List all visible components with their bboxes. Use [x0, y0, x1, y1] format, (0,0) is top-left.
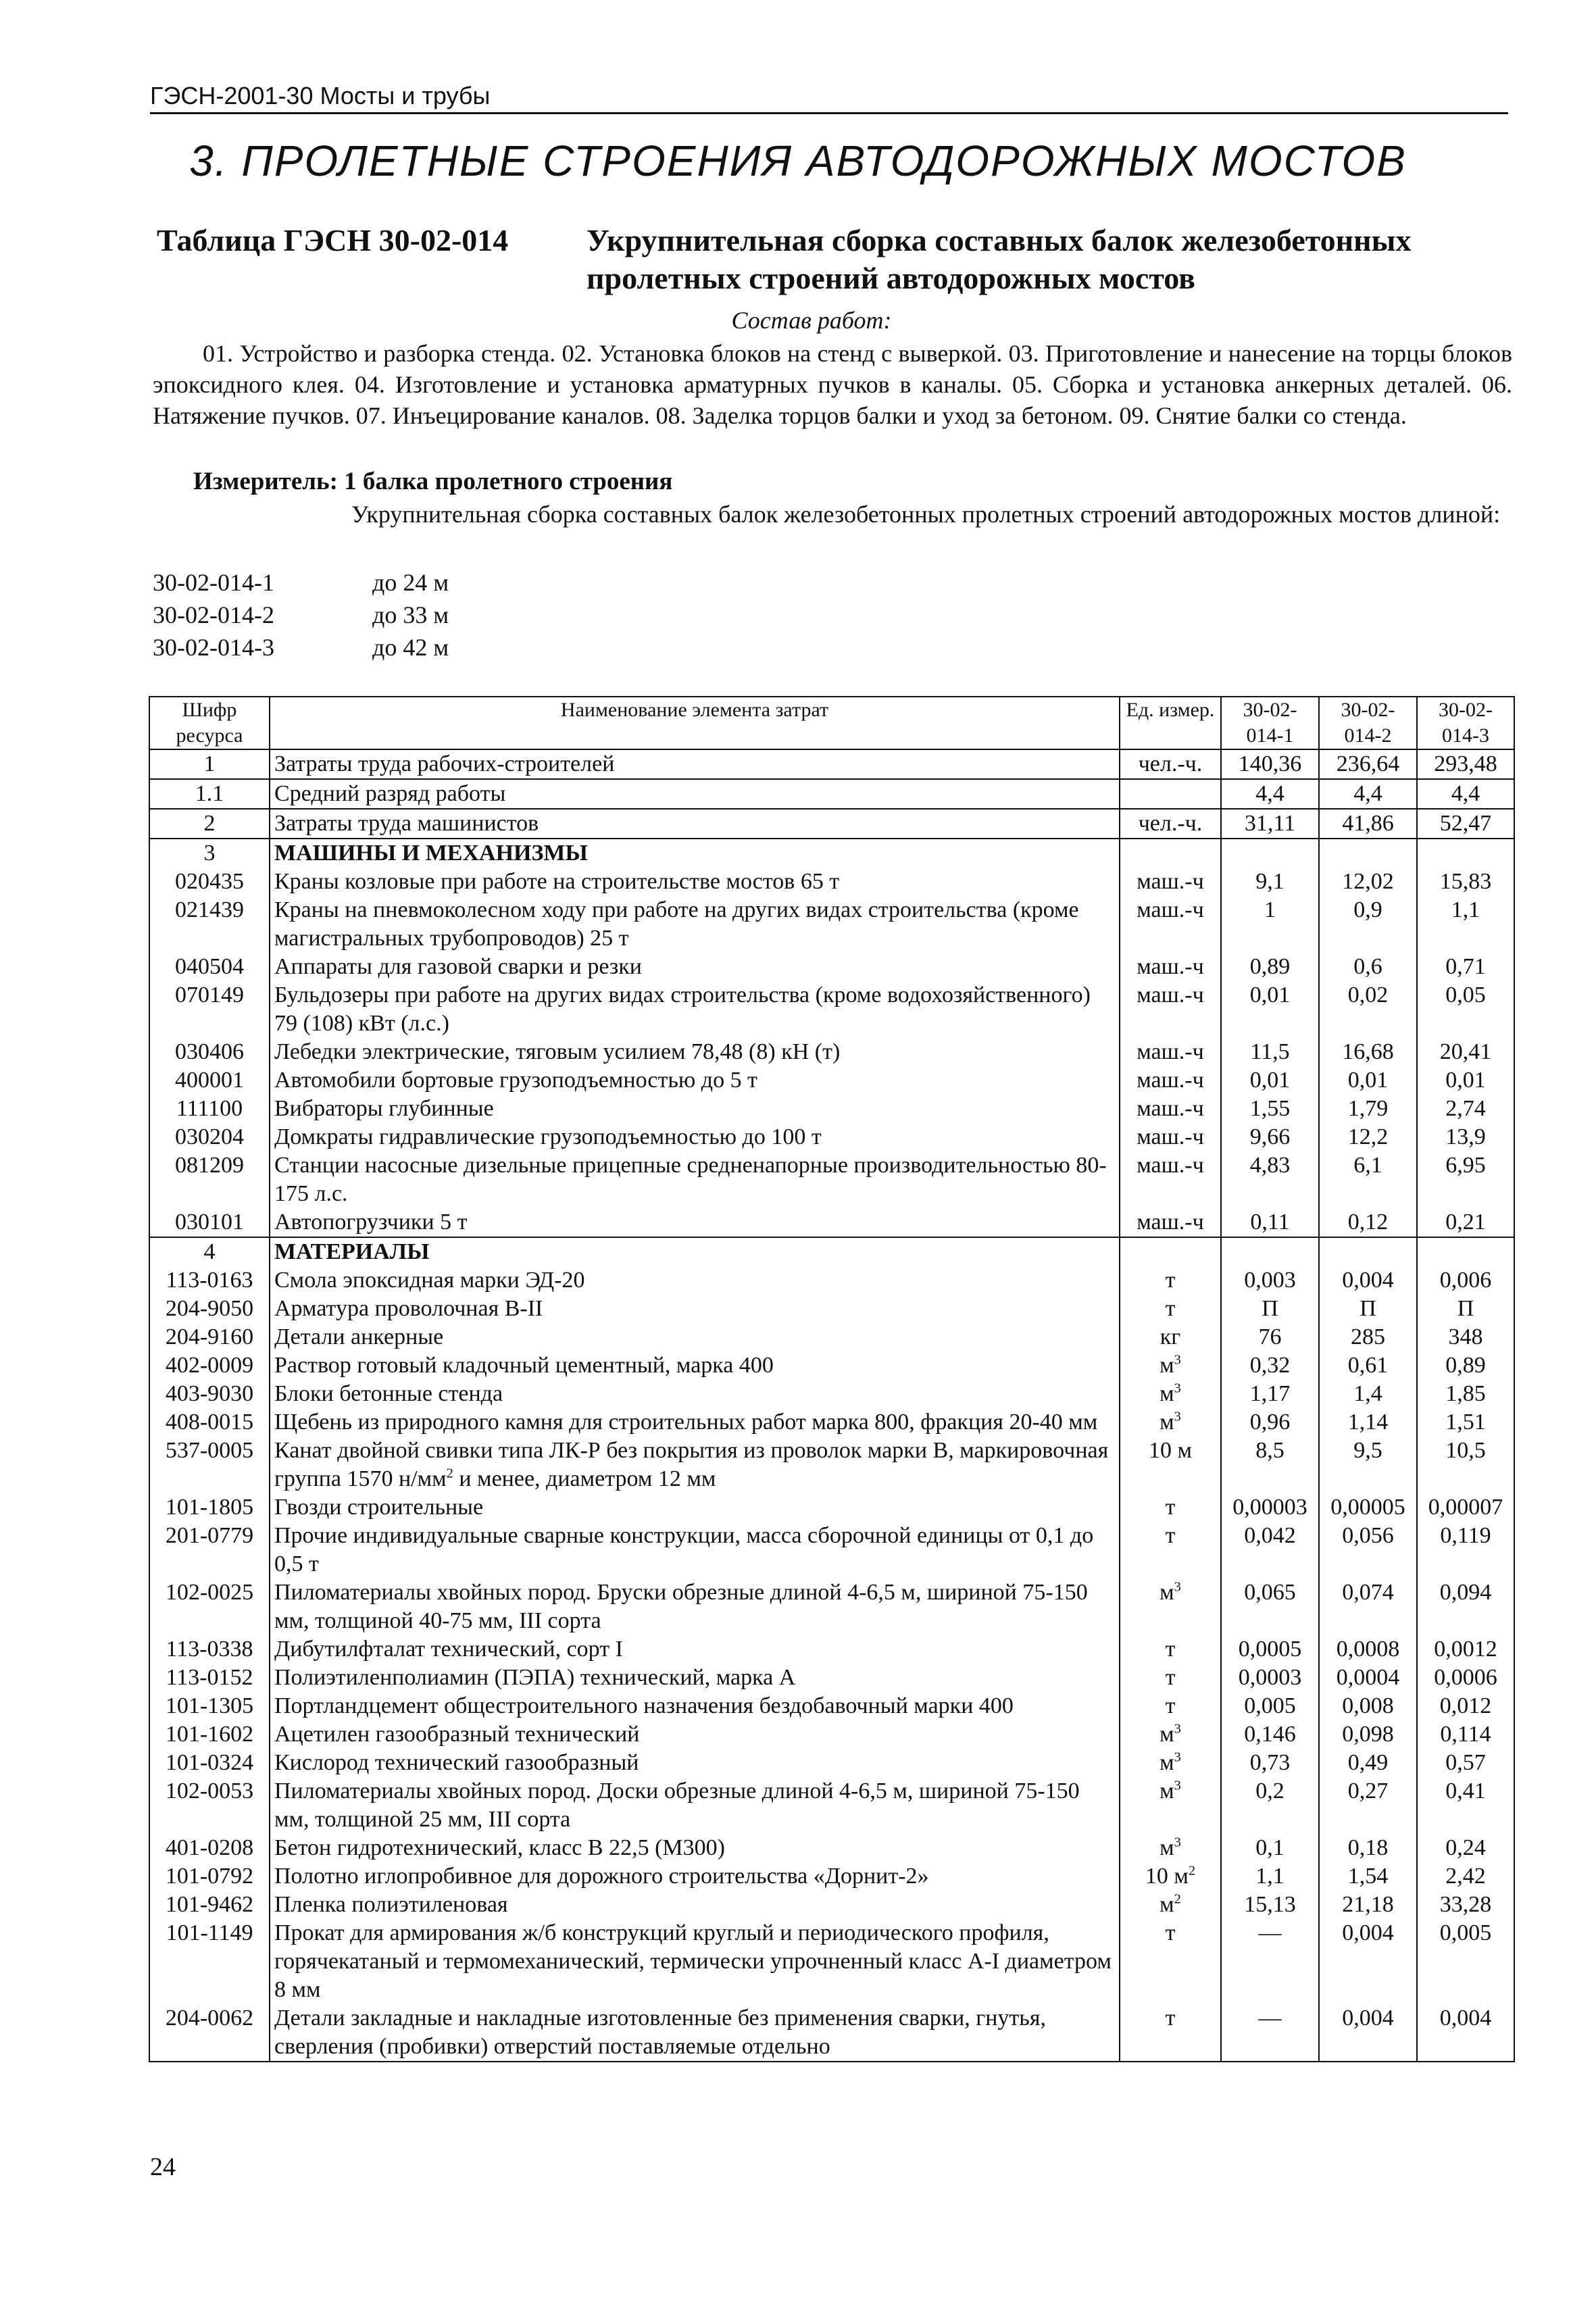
resource-table-container: [149, 696, 1514, 2062]
cell-norm-3: 0,41: [1417, 1777, 1514, 1834]
cell-norm-3: 0,114: [1417, 1720, 1514, 1749]
cell-norm-2: 12,02: [1319, 868, 1417, 896]
table-caption: Укрупнительная сборка составных балок железобетонных пролетных строений автодорожных мостов: [587, 223, 1412, 295]
cell-unit: $м^3$: [1120, 1720, 1221, 1749]
cell-name: Портландцемент общестроительного назначения бездобавочный марки 400: [270, 1692, 1120, 1720]
cell-norm-3: 1,85: [1417, 1380, 1514, 1408]
norm-code: 30-02-014-2: [153, 601, 274, 628]
cell-name: МАТЕРИАЛЫ: [270, 1237, 1120, 1266]
table-row: [149, 953, 1514, 981]
cell-name: Смола эпоксидная марки ЭД-20: [270, 1266, 1120, 1295]
cell-name: Детали анкерные: [270, 1323, 1120, 1351]
table-body: [149, 749, 1514, 2062]
table-row: [149, 981, 1514, 1038]
table-row: [149, 1095, 1514, 1123]
cell-unit: $м^3$: [1120, 1749, 1221, 1777]
cell-code: 030101: [149, 1208, 270, 1237]
cell-unit: кг: [1120, 1323, 1221, 1351]
norm-code-row: [153, 631, 449, 664]
cell-norm-3: 15,83: [1417, 868, 1514, 896]
cell-norm-3: 0,71: [1417, 953, 1514, 981]
cell-name: Пленка полиэтиленовая: [270, 1891, 1120, 1919]
norm-code-desc: до 42 м: [372, 634, 449, 661]
cell-norm-1: 31,11: [1221, 809, 1319, 839]
cell-norm-3: 0,006: [1417, 1266, 1514, 1295]
cell-code: 111100: [149, 1095, 270, 1123]
cell-code: 040504: [149, 953, 270, 981]
table-row: [149, 1408, 1514, 1437]
table-row: [149, 1038, 1514, 1066]
cell-norm-2: 236,64: [1319, 749, 1417, 779]
table-row: [149, 1295, 1514, 1323]
header-norm-2: 30-02-014-2: [1319, 697, 1417, 749]
cell-code: 101-0324: [149, 1749, 270, 1777]
cell-unit: маш.-ч: [1120, 868, 1221, 896]
cell-norm-2: 0,00005: [1319, 1493, 1417, 1522]
measure-unit: Измеритель: 1 балка пролетного строения: [193, 468, 673, 495]
cell-code: 537-0005: [149, 1437, 270, 1493]
cell-norm-2: 1,14: [1319, 1408, 1417, 1437]
cell-code: 201-0779: [149, 1522, 270, 1578]
cell-unit: [1120, 839, 1221, 868]
cell-unit: т: [1120, 1266, 1221, 1295]
cell-norm-2: 6,1: [1319, 1151, 1417, 1208]
cell-norm-2: 0,056: [1319, 1522, 1417, 1578]
cell-norm-2: 21,18: [1319, 1891, 1417, 1919]
cell-code: 101-1149: [149, 1919, 270, 2004]
norm-code-row: [153, 599, 449, 631]
cell-norm-1: 0,005: [1221, 1692, 1319, 1720]
work-composition-heading: Состав работ:: [731, 307, 892, 334]
cell-name: Полотно иглопробивное для дорожного строительства «Дорнит-2»: [270, 1862, 1120, 1891]
cell-norm-2: 0,27: [1319, 1777, 1417, 1834]
cell-code: 2: [149, 809, 270, 839]
cell-name: Прокат для армирования ж/б конструкций круглый и периодического профиля, горячекатаный и термомеханический, термически упрочненный класс А-I диаметром 8 мм: [270, 1919, 1120, 2004]
cell-norm-3: [1417, 839, 1514, 868]
cell-norm-2: 0,61: [1319, 1351, 1417, 1380]
table-row: [149, 2004, 1514, 2062]
cell-norm-2: 41,86: [1319, 809, 1417, 839]
cell-norm-2: 0,01: [1319, 1066, 1417, 1095]
cell-code: 102-0053: [149, 1777, 270, 1834]
cell-code: 4: [149, 1237, 270, 1266]
cell-norm-3: [1417, 1237, 1514, 1266]
cell-norm-1: 1,1: [1221, 1862, 1319, 1891]
cell-norm-3: 52,47: [1417, 809, 1514, 839]
table-row: [149, 1351, 1514, 1380]
cell-name: Щебень из природного камня для строительных работ марка 800, фракция 20-40 мм: [270, 1408, 1120, 1437]
cell-norm-1: 0,042: [1221, 1522, 1319, 1578]
table-row: [149, 809, 1514, 839]
resource-table: [149, 696, 1515, 2062]
cell-norm-2: 1,79: [1319, 1095, 1417, 1123]
cell-norm-1: —: [1221, 2004, 1319, 2062]
header-norm-1: 30-02-014-1: [1221, 697, 1319, 749]
cell-code: 204-0062: [149, 2004, 270, 2062]
cell-norm-2: П: [1319, 1295, 1417, 1323]
cell-code: 021439: [149, 896, 270, 953]
cell-norm-2: 0,0004: [1319, 1664, 1417, 1692]
cell-norm-3: 0,57: [1417, 1749, 1514, 1777]
cell-unit: маш.-ч: [1120, 1038, 1221, 1066]
header-code: Шифр ресурса: [149, 697, 270, 749]
cell-unit: маш.-ч: [1120, 1151, 1221, 1208]
table-row: [149, 1578, 1514, 1635]
cell-name: Вибраторы глубинные: [270, 1095, 1120, 1123]
norm-code-desc: до 33 м: [372, 601, 449, 628]
cell-code: 113-0152: [149, 1664, 270, 1692]
cell-unit: $м^3$: [1120, 1408, 1221, 1437]
cell-norm-2: 0,0008: [1319, 1635, 1417, 1664]
norm-code-row: [153, 566, 449, 599]
cell-norm-1: 0,01: [1221, 1066, 1319, 1095]
cell-norm-1: [1221, 1237, 1319, 1266]
cell-name: Раствор готовый кладочный цементный, марка 400: [270, 1351, 1120, 1380]
table-row: [149, 1437, 1514, 1493]
cell-unit: т: [1120, 2004, 1221, 2062]
cell-norm-2: 0,074: [1319, 1578, 1417, 1635]
cell-code: 102-0025: [149, 1578, 270, 1635]
cell-name: Канат двойной свивки типа ЛК-Р без покрытия из проволок марки В, маркировочная группа 1570 $н/мм^2$ и менее, диаметром 12 мм: [270, 1437, 1120, 1493]
cell-unit: $м^3$: [1120, 1834, 1221, 1862]
cell-code: 1.1: [149, 779, 270, 809]
table-row: [149, 1720, 1514, 1749]
cell-norm-3: 10,5: [1417, 1437, 1514, 1493]
cell-norm-1: 15,13: [1221, 1891, 1319, 1919]
page-number: 24: [150, 2153, 176, 2181]
table-row: [149, 1522, 1514, 1578]
cell-norm-1: 1,17: [1221, 1380, 1319, 1408]
table-row: [149, 1493, 1514, 1522]
cell-unit: маш.-ч: [1120, 1208, 1221, 1237]
cell-norm-2: 285: [1319, 1323, 1417, 1351]
cell-norm-3: 0,012: [1417, 1692, 1514, 1720]
cell-norm-2: 4,4: [1319, 779, 1417, 809]
cell-unit: маш.-ч: [1120, 1123, 1221, 1151]
cell-unit: маш.-ч: [1120, 981, 1221, 1038]
cell-norm-3: 1,51: [1417, 1408, 1514, 1437]
cell-norm-3: 0,05: [1417, 981, 1514, 1038]
table-row: [149, 1208, 1514, 1237]
cell-norm-3: 0,89: [1417, 1351, 1514, 1380]
cell-code: 030406: [149, 1038, 270, 1066]
cell-norm-1: [1221, 839, 1319, 868]
cell-code: 403-9030: [149, 1380, 270, 1408]
cell-norm-1: 0,2: [1221, 1777, 1319, 1834]
cell-norm-2: 0,12: [1319, 1208, 1417, 1237]
cell-norm-1: 140,36: [1221, 749, 1319, 779]
cell-unit: $м^3$: [1120, 1777, 1221, 1834]
table-row: [149, 779, 1514, 809]
cell-name: Автопогрузчики 5 т: [270, 1208, 1120, 1237]
cell-name: Домкраты гидравлические грузоподъемностью до 100 т: [270, 1123, 1120, 1151]
cell-code: 113-0338: [149, 1635, 270, 1664]
cell-unit: $м^3$: [1120, 1578, 1221, 1635]
cell-norm-3: 0,005: [1417, 1919, 1514, 2004]
cell-norm-1: 0,1: [1221, 1834, 1319, 1862]
cell-unit: маш.-ч: [1120, 896, 1221, 953]
cell-norm-3: 0,24: [1417, 1834, 1514, 1862]
cell-name: Ацетилен газообразный технический: [270, 1720, 1120, 1749]
cell-unit: т: [1120, 1692, 1221, 1720]
cell-name: Лебедки электрические, тяговым усилием 78,48 (8) кН (т): [270, 1038, 1120, 1066]
table-row: [149, 1151, 1514, 1208]
cell-norm-3: 33,28: [1417, 1891, 1514, 1919]
cell-norm-1: 4,4: [1221, 779, 1319, 809]
cell-norm-2: 9,5: [1319, 1437, 1417, 1493]
cell-code: 101-9462: [149, 1891, 270, 1919]
cell-unit: т: [1120, 1664, 1221, 1692]
cell-norm-1: 0,065: [1221, 1578, 1319, 1635]
cell-name: Кислород технический газообразный: [270, 1749, 1120, 1777]
table-row: [149, 896, 1514, 953]
cell-name: Затраты труда машинистов: [270, 809, 1120, 839]
cell-norm-3: 293,48: [1417, 749, 1514, 779]
cell-norm-1: 0,003: [1221, 1266, 1319, 1295]
cell-norm-1: 11,5: [1221, 1038, 1319, 1066]
cell-norm-3: 0,21: [1417, 1208, 1514, 1237]
cell-code: 401-0208: [149, 1834, 270, 1862]
cell-norm-2: 0,008: [1319, 1692, 1417, 1720]
table-row: [149, 1919, 1514, 2004]
cell-norm-3: П: [1417, 1295, 1514, 1323]
header-unit: Ед. измер.: [1120, 697, 1221, 749]
cell-code: 113-0163: [149, 1266, 270, 1295]
cell-norm-2: 0,9: [1319, 896, 1417, 953]
header-name: Наименование элемента затрат: [270, 697, 1120, 749]
cell-unit: $м^3$: [1120, 1380, 1221, 1408]
cell-norm-3: 13,9: [1417, 1123, 1514, 1151]
cell-norm-1: 4,83: [1221, 1151, 1319, 1208]
cell-code: 101-0792: [149, 1862, 270, 1891]
cell-norm-1: 9,1: [1221, 868, 1319, 896]
cell-norm-1: 0,0005: [1221, 1635, 1319, 1664]
cell-unit: 10 м: [1120, 1437, 1221, 1493]
cell-code: 408-0015: [149, 1408, 270, 1437]
cell-norm-3: 0,01: [1417, 1066, 1514, 1095]
cell-norm-1: 0,146: [1221, 1720, 1319, 1749]
cell-name: Аппараты для газовой сварки и резки: [270, 953, 1120, 981]
cell-unit: маш.-ч: [1120, 1095, 1221, 1123]
cell-norm-1: 1: [1221, 896, 1319, 953]
cell-unit: чел.-ч.: [1120, 749, 1221, 779]
cell-unit: маш.-ч: [1120, 953, 1221, 981]
cell-code: 3: [149, 839, 270, 868]
table-row: [149, 1891, 1514, 1919]
cell-norm-3: 0,119: [1417, 1522, 1514, 1578]
table-row: [149, 1692, 1514, 1720]
cell-norm-3: 0,004: [1417, 2004, 1514, 2062]
cell-name: Автомобили бортовые грузоподъемностью до 5 т: [270, 1066, 1120, 1095]
cell-code: 101-1805: [149, 1493, 270, 1522]
running-head: ГЭСН-2001-30 Мосты и трубы: [150, 81, 1508, 114]
table-id: Таблица ГЭСН 30-02-014: [157, 223, 509, 257]
norm-code: 30-02-014-3: [153, 634, 274, 661]
cell-unit: т: [1120, 1919, 1221, 2004]
cell-code: 101-1305: [149, 1692, 270, 1720]
table-row: [149, 1266, 1514, 1295]
cell-norm-2: 0,004: [1319, 1919, 1417, 2004]
cell-norm-3: 20,41: [1417, 1038, 1514, 1066]
cell-norm-2: [1319, 839, 1417, 868]
cell-norm-1: 0,01: [1221, 981, 1319, 1038]
cell-code: 1: [149, 749, 270, 779]
cell-code: 402-0009: [149, 1351, 270, 1380]
cell-norm-2: 1,4: [1319, 1380, 1417, 1408]
cell-norm-1: 0,73: [1221, 1749, 1319, 1777]
cell-norm-3: 2,42: [1417, 1862, 1514, 1891]
table-row: [149, 1777, 1514, 1834]
cell-norm-3: 0,0006: [1417, 1664, 1514, 1692]
cell-norm-2: 1,54: [1319, 1862, 1417, 1891]
table-row: [149, 1664, 1514, 1692]
cell-norm-1: П: [1221, 1295, 1319, 1323]
cell-norm-1: 8,5: [1221, 1437, 1319, 1493]
cell-norm-2: 0,6: [1319, 953, 1417, 981]
table-row: [149, 1862, 1514, 1891]
norm-code-desc: до 24 м: [372, 569, 449, 596]
table-row: [149, 1123, 1514, 1151]
cell-unit: т: [1120, 1295, 1221, 1323]
table-row: [149, 868, 1514, 896]
cell-norm-2: 0,49: [1319, 1749, 1417, 1777]
norm-subheading: Укрупнительная сборка составных балок железобетонных пролетных строений автодорожных мостов длиной:: [351, 501, 1501, 528]
cell-name: Бульдозеры при работе на других видах строительства (кроме водохозяйственного) 79 (108) кВт (л.с.): [270, 981, 1120, 1038]
table-header-row: [149, 697, 1514, 749]
cell-name: Краны козловые при работе на строительстве мостов 65 т: [270, 868, 1120, 896]
cell-norm-1: 0,96: [1221, 1408, 1319, 1437]
cell-norm-1: —: [1221, 1919, 1319, 2004]
cell-norm-1: 0,32: [1221, 1351, 1319, 1380]
table-row: [149, 749, 1514, 779]
cell-norm-2: 0,18: [1319, 1834, 1417, 1862]
table-row: [149, 1380, 1514, 1408]
table-row: [149, 1635, 1514, 1664]
cell-unit: 10 $м^2$: [1120, 1862, 1221, 1891]
cell-unit: [1120, 779, 1221, 809]
cell-name: Пиломатериалы хвойных пород. Доски обрезные длиной 4-6,5 м, шириной 75-150 мм, толщиной 25 мм, III сорта: [270, 1777, 1120, 1834]
cell-norm-2: 0,004: [1319, 2004, 1417, 2062]
cell-name: Детали закладные и накладные изготовленные без применения сварки, гнутья, сверления (пробивки) отверстий поставляемые отдельно: [270, 2004, 1120, 2062]
cell-norm-1: 9,66: [1221, 1123, 1319, 1151]
cell-norm-2: [1319, 1237, 1417, 1266]
cell-name: Краны на пневмоколесном ходу при работе на других видах строительства (кроме магистральных трубопроводов) 25 т: [270, 896, 1120, 953]
cell-name: Средний разряд работы: [270, 779, 1120, 809]
cell-norm-3: 1,1: [1417, 896, 1514, 953]
table-row: [149, 1237, 1514, 1266]
cell-code: 081209: [149, 1151, 270, 1208]
cell-name: Полиэтиленполиамин (ПЭПА) технический, марка А: [270, 1664, 1120, 1692]
table-row: [149, 1323, 1514, 1351]
cell-unit: маш.-ч: [1120, 1066, 1221, 1095]
cell-norm-1: 0,11: [1221, 1208, 1319, 1237]
cell-norm-3: 0,00007: [1417, 1493, 1514, 1522]
cell-name: Дибутилфталат технический, сорт I: [270, 1635, 1120, 1664]
cell-norm-2: 0,02: [1319, 981, 1417, 1038]
cell-name: Гвозди строительные: [270, 1493, 1120, 1522]
norm-code: 30-02-014-1: [153, 569, 274, 596]
table-row: [149, 1749, 1514, 1777]
cell-norm-3: 0,0012: [1417, 1635, 1514, 1664]
cell-name: МАШИНЫ И МЕХАНИЗМЫ: [270, 839, 1120, 868]
cell-norm-1: 0,00003: [1221, 1493, 1319, 1522]
cell-norm-1: 76: [1221, 1323, 1319, 1351]
cell-norm-1: 1,55: [1221, 1095, 1319, 1123]
cell-code: 020435: [149, 868, 270, 896]
cell-unit: $м^3$: [1120, 1351, 1221, 1380]
cell-code: 030204: [149, 1123, 270, 1151]
cell-norm-3: 4,4: [1417, 779, 1514, 809]
cell-unit: т: [1120, 1635, 1221, 1664]
cell-unit: чел.-ч.: [1120, 809, 1221, 839]
cell-name: Бетон гидротехнический, класс В 22,5 (М300): [270, 1834, 1120, 1862]
cell-norm-2: 16,68: [1319, 1038, 1417, 1066]
cell-code: 204-9160: [149, 1323, 270, 1351]
section-title: 3. ПРОЛЕТНЫЕ СТРОЕНИЯ АВТОДОРОЖНЫХ МОСТОВ: [189, 136, 1407, 185]
cell-unit: т: [1120, 1493, 1221, 1522]
cell-name: Пиломатериалы хвойных пород. Бруски обрезные длиной 4-6,5 м, шириной 75-150 мм, толщиной 40-75 мм, III сорта: [270, 1578, 1120, 1635]
cell-name: Арматура проволочная В-II: [270, 1295, 1120, 1323]
cell-unit: [1120, 1237, 1221, 1266]
cell-norm-3: 6,95: [1417, 1151, 1514, 1208]
cell-name: Станции насосные дизельные прицепные средненапорные производительностью 80-175 л.с.: [270, 1151, 1120, 1208]
table-row: [149, 1834, 1514, 1862]
cell-norm-1: 0,89: [1221, 953, 1319, 981]
cell-name: Затраты труда рабочих-строителей: [270, 749, 1120, 779]
cell-name: Блоки бетонные стенда: [270, 1380, 1120, 1408]
header-norm-3: 30-02-014-3: [1417, 697, 1514, 749]
cell-code: 204-9050: [149, 1295, 270, 1323]
cell-code: 400001: [149, 1066, 270, 1095]
cell-norm-3: 2,74: [1417, 1095, 1514, 1123]
cell-norm-3: 348: [1417, 1323, 1514, 1351]
cell-norm-1: 0,0003: [1221, 1664, 1319, 1692]
norm-code-list: [153, 566, 449, 664]
cell-norm-2: 0,004: [1319, 1266, 1417, 1295]
work-composition-text: 01. Устройство и разборка стенда. 02. Установка блоков на стенд с выверкой. 03. Приготовление и нанесение на торцы блоков эпоксидного клея. 04. Изготовление и установка арматурных пучков в каналы. 05. Сборка и установка анкерных деталей. 06. Натяжение пучков. 07. Инъецирование каналов. 08. Заделка торцов балки и уход за бетоном. 09. Снятие балки со стенда.: [153, 340, 1512, 429]
cell-norm-2: 0,098: [1319, 1720, 1417, 1749]
cell-name: Прочие индивидуальные сварные конструкции, масса сборочной единицы от 0,1 до 0,5 т: [270, 1522, 1120, 1578]
cell-unit: $м^2$: [1120, 1891, 1221, 1919]
table-row: [149, 1066, 1514, 1095]
cell-norm-2: 12,2: [1319, 1123, 1417, 1151]
cell-code: 070149: [149, 981, 270, 1038]
cell-unit: т: [1120, 1522, 1221, 1578]
cell-norm-3: 0,094: [1417, 1578, 1514, 1635]
cell-code: 101-1602: [149, 1720, 270, 1749]
table-row: [149, 839, 1514, 868]
